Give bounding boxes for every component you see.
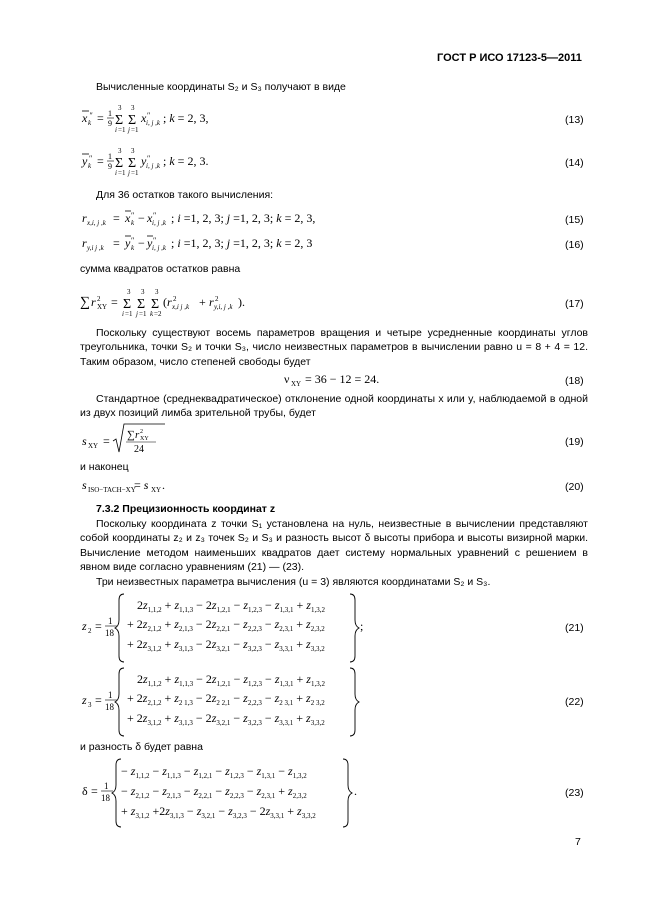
svg-text:i, j ,k: i, j ,k (152, 219, 166, 227)
svg-text:i, j ,k: i, j ,k (152, 244, 166, 252)
svg-text:− z2,1,2 − z2,1,3 − z2,2,1 − z: − $z_{2,1,2} - z_{2,1,3} - z_{2,2,1} - z_{2,2,3} - z_{2,3,1} + z_{2,3,2}$ (121, 784, 307, 800)
svg-text:k: k (88, 162, 92, 170)
svg-text:2: 2 (140, 429, 143, 435)
svg-text:r: r (167, 295, 172, 309)
equation-15 (82, 211, 315, 227)
svg-text:;: ; (360, 619, 364, 633)
svg-text:1: 1 (104, 781, 109, 791)
svg-text:= 36 − 12 = 24.: = 36 − 12 = 24. (305, 372, 380, 386)
svg-text:XY: XY (151, 486, 162, 494)
svg-text:r: r (82, 236, 87, 250)
svg-text:r: r (209, 295, 214, 309)
svg-text:δ: δ (82, 784, 88, 798)
eq-number-20: (20) (565, 481, 584, 493)
svg-text:; i =1, 2, 3; j =1, 2, 3; k =: ; i =1, 2, 3; j =1, 2, 3; k = 2, 3, (171, 211, 316, 225)
svg-text:=: = (103, 434, 110, 448)
svg-text:2: 2 (215, 295, 219, 303)
svg-text:z: z (82, 693, 87, 707)
paragraph-intro: Вычисленные координаты S₂ и S₃ получают в виде (96, 81, 346, 93)
svg-text:=: = (113, 236, 120, 250)
svg-text:″: ″ (147, 154, 151, 163)
svg-text:1: 1 (108, 109, 112, 118)
svg-text:Σ: Σ (128, 156, 137, 171)
svg-text:=: = (95, 619, 102, 633)
svg-text:k: k (88, 119, 92, 127)
svg-text:2: 2 (173, 295, 177, 303)
document-header: ГОСТ Р ИСО 17123-5—2011 (437, 52, 582, 64)
svg-text:y,i, j ,k: y,i, j ,k (214, 303, 233, 311)
svg-text:XY: XY (140, 436, 149, 442)
svg-text:=2: =2 (154, 310, 162, 318)
svg-text:24: 24 (134, 444, 144, 455)
svg-text:=1: =1 (118, 126, 126, 134)
svg-text:Σ: Σ (137, 297, 146, 312)
svg-text:Σ: Σ (115, 113, 124, 128)
svg-text:z: z (82, 619, 87, 633)
svg-text:∑: ∑ (127, 429, 135, 441)
eq-number-21: (21) (565, 622, 584, 634)
svg-text:18: 18 (105, 628, 114, 638)
svg-text:i, j ,k: i, j ,k (146, 162, 160, 170)
equation-23 (82, 759, 357, 827)
eq-number-22: (22) (565, 696, 584, 708)
eq-number-14: (14) (565, 157, 584, 169)
svg-text:).: ). (238, 295, 245, 309)
svg-text:s: s (82, 478, 87, 492)
svg-text:9: 9 (108, 162, 112, 171)
svg-text:=1: =1 (118, 169, 126, 177)
svg-text:+ 2z3,1,2 + z3,1,3 − 2z3,2,1 −: + $2z_{3,1,2} + z_{3,1,3} - 2z_{3,2,1} - z_{3,2,3} - z_{3,3,1} + z_{3,3,2}$ (127, 637, 325, 653)
svg-text:″: ″ (147, 111, 151, 120)
svg-text:y,i j ,k: y,i j ,k (87, 244, 104, 252)
svg-text:=: = (113, 211, 120, 225)
svg-text:″: ″ (89, 111, 93, 120)
svg-text:s: s (82, 434, 87, 448)
eq-number-19: (19) (565, 436, 584, 448)
svg-text:=: = (97, 111, 104, 125)
paragraph-parameters: Поскольку существуют восемь параметров вращения и четыре усредненные координаты углов треугольника, точки S₂ и точки S₃, число неизвестных параметров в вычислении равно u = 8 + 4 = 12. Таким образом, число степеней свободы будет (80, 327, 588, 368)
equation-13 (81, 104, 208, 134)
equation-18 (284, 372, 379, 388)
svg-text:Σ: Σ (115, 156, 124, 171)
equation-20 (82, 478, 165, 494)
svg-text:3: 3 (141, 288, 145, 296)
paragraph-residuals: Для 36 остатков такого вычисления: (96, 189, 274, 201)
svg-text:+ z3,1,2 +2z3,1,3 − z3,2,1 − z: + $z_{3,1,2} +2z_{3,1,3} - z_{3,2,1} - z_{3,2,3} - 2z_{3,3,1} + z_{3,3,2}$ (121, 804, 316, 820)
svg-text:.: . (354, 784, 357, 798)
svg-text:XY: XY (88, 442, 99, 450)
equation-14 (81, 147, 208, 177)
svg-text:″: ″ (131, 236, 135, 245)
eq-number-15: (15) (565, 214, 584, 226)
svg-text:x: x (125, 211, 131, 225)
svg-text:r: r (91, 295, 96, 309)
svg-text:=1: =1 (139, 310, 147, 318)
svg-text:y: y (141, 154, 147, 168)
svg-text:y: y (82, 154, 88, 168)
svg-text:2z1,1,2 + z1,1,3 − 2z1,2,1 − z: $2z_{1,1,2} + z_{1,1,3} - 2z_{1,2,1} - z_{1,2,3} - z_{1,3,1} + z_{1,3,2}$ (137, 598, 325, 614)
svg-text:= s: = s (134, 478, 149, 492)
svg-text:r: r (82, 211, 87, 225)
svg-text:k: k (150, 310, 154, 318)
paragraph-sum-squares: сумма квадратов остатков равна (80, 263, 241, 275)
eq-number-16: (16) (565, 239, 584, 251)
svg-text:ν: ν (284, 372, 290, 386)
svg-text:∑: ∑ (80, 295, 90, 310)
svg-text:x,i, j ,k: x,i, j ,k (87, 219, 106, 227)
svg-text:1: 1 (108, 152, 112, 161)
svg-text:2: 2 (97, 295, 101, 303)
svg-text:Σ: Σ (151, 297, 160, 312)
svg-text:3: 3 (131, 104, 135, 112)
svg-text:+ 2z2,1,2 + z2,1,3 − 2z2,2,1 −: + $2z_{2,1,2} + z_{2,1,3} - 2z_{2,2,1} - z_{2,2,3} - z_{2,3,1} + z_{2,3,2}$ (127, 617, 325, 633)
svg-text:2z1,1,2 + z1,1,3 − 2z1,2,1 − z: $2z_{1,1,2} + z_{1,1,3} - 2z_{1,2,1} - z_{1,2,3} - z_{1,3,1} + z_{1,3,2}$ (137, 672, 325, 688)
svg-text:i: i (122, 310, 124, 318)
svg-text:=: = (95, 693, 102, 707)
svg-text:9: 9 (108, 119, 112, 128)
svg-text:− z1,1,2 − z1,1,3 − z1,2,1 − z: − $z_{1,1,2} - z_{1,1,3} - z_{1,2,1} - z_{1,2,3} - z_{1,3,1} - z_{1,3,2}$ (121, 764, 307, 780)
svg-text:=1: =1 (131, 126, 139, 134)
svg-text:=1: =1 (125, 310, 133, 318)
svg-text:=1: =1 (131, 169, 139, 177)
page-number: 7 (575, 836, 581, 848)
svg-text:3: 3 (118, 147, 122, 155)
svg-text:3: 3 (131, 147, 135, 155)
svg-text:18: 18 (105, 702, 114, 712)
svg-text:=: = (97, 154, 104, 168)
svg-text:j: j (136, 310, 138, 318)
svg-text:ISO−TACH−XY: ISO−TACH−XY (88, 486, 136, 494)
svg-text:x: x (82, 111, 88, 125)
svg-text:+: + (199, 295, 206, 309)
section-heading: 7.3.2 Прецизионность координат z (96, 503, 276, 515)
svg-text:″: ″ (89, 154, 93, 163)
svg-text:=: = (111, 295, 118, 309)
eq-number-23: (23) (565, 787, 584, 799)
svg-text:−: − (138, 236, 145, 250)
svg-text:+ 2z2,1,2 + z2 1,3 − 2z2 2,1 −: + $2z_{2,1,2} + z_{2 1,3} - 2z_{2 2,1} - z_{2,2,3} - z_{2 3,1} + z_{2 3,2}$ (127, 691, 325, 707)
svg-text:k: k (131, 219, 135, 227)
svg-text:XY: XY (97, 303, 108, 311)
svg-text:r: r (135, 429, 140, 441)
svg-text:; i =1, 2, 3; j =1, 2, 3; k =: ; i =1, 2, 3; j =1, 2, 3; k = 2, 3 (171, 236, 313, 250)
svg-text:Σ: Σ (128, 113, 137, 128)
svg-text:3: 3 (155, 288, 159, 296)
equation-19 (82, 424, 165, 455)
svg-text:i: i (115, 169, 117, 177)
svg-text:; k = 2, 3.: ; k = 2, 3. (163, 154, 209, 168)
svg-text:″: ″ (153, 236, 157, 245)
svg-text:3: 3 (127, 288, 131, 296)
paragraph-finally: и наконец (80, 461, 129, 473)
svg-text:=: = (91, 784, 98, 798)
svg-text:″: ″ (153, 211, 157, 220)
svg-text:j: j (128, 126, 130, 134)
svg-text:i, j ,k: i, j ,k (146, 119, 160, 127)
svg-text:″: ″ (131, 211, 135, 220)
equation-17 (80, 288, 245, 318)
svg-text:18: 18 (101, 793, 110, 803)
svg-text:3: 3 (118, 104, 122, 112)
svg-text:−: − (138, 211, 145, 225)
equation-21 (81, 594, 363, 662)
svg-text:i: i (115, 126, 117, 134)
svg-text:; k = 2, 3,: ; k = 2, 3, (163, 111, 209, 125)
paragraph-three-params: Три неизвестных параметра вычисления (u = 3) являются координатами S₂ и S₃. (96, 576, 491, 588)
svg-text:x: x (147, 211, 153, 225)
paragraph-std-deviation: Стандартное (среднеквадратическое) отклонение одной координаты x или y, наблюдаемой в одной из двух позиций лимба зрительной трубы, будет (80, 393, 588, 420)
svg-text:j: j (128, 169, 130, 177)
svg-text:XY: XY (291, 380, 302, 388)
eq-number-17: (17) (565, 298, 584, 310)
eq-number-18: (18) (565, 375, 584, 387)
svg-text:1: 1 (108, 616, 113, 626)
svg-text:x,i j ,k: x,i j ,k (172, 303, 190, 311)
svg-text:y: y (147, 236, 153, 250)
paragraph-z-precision: Поскольку координата z точки S₁ установлена на нуль, неизвестные в вычислении представляют собой координаты z₂ и z₃ точек S₂ и S₃ и разность высот δ высоты прибора и высоты визирной марки. Вычисление методом наименьших квадратов дает систему нормальных уравнений с решением в явном виде согласно уравнениям (21) — (23). (80, 518, 588, 574)
svg-text:2: 2 (88, 627, 92, 635)
paragraph-delta: и разность δ будет равна (80, 741, 203, 753)
equation-16 (82, 236, 312, 252)
equation-22 (81, 668, 359, 736)
svg-text:1: 1 (108, 690, 113, 700)
svg-text:y: y (125, 236, 131, 250)
svg-text:3: 3 (88, 701, 92, 709)
svg-text:+ 2z3,1,2 + z3,1,3 − 2z3,2,1 −: + $2z_{3,1,2} + z_{3,1,3} - 2z_{3,2,1} - z_{3,2,3} - z_{3,3,1} + z_{3,3,2}$ (127, 711, 325, 727)
svg-text:k: k (131, 244, 135, 252)
svg-text:.: . (162, 478, 165, 492)
svg-text:(: ( (163, 295, 167, 309)
eq-number-13: (13) (565, 114, 584, 126)
svg-text:Σ: Σ (123, 297, 132, 312)
svg-text:x: x (141, 111, 147, 125)
